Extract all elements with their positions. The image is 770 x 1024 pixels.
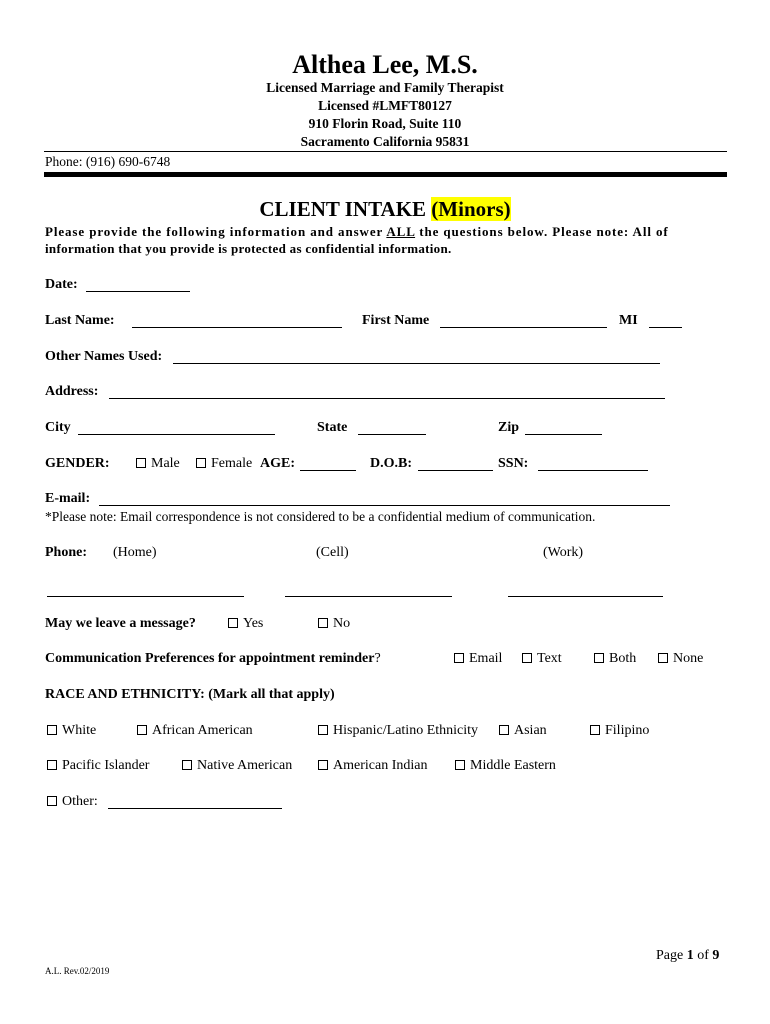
race-white-option[interactable] — [47, 723, 96, 739]
header-license: Licensed #LMFT80127 — [318, 98, 452, 113]
first-name-field[interactable] — [440, 327, 607, 328]
intro-text-b: the questions below. Please note: All of — [415, 224, 669, 239]
comm-text-checkbox[interactable] — [522, 653, 532, 663]
intro-line-2: information that you provide is protected as confidential information. — [45, 241, 452, 256]
no-checkbox[interactable] — [318, 618, 328, 628]
male-label: Male — [151, 456, 180, 471]
comm-both-checkbox[interactable] — [594, 653, 604, 663]
yes-label: Yes — [243, 616, 264, 631]
race-white-label: White — [62, 723, 97, 738]
race-pacific-label: Pacific Islander — [62, 758, 150, 773]
dob-label: D.O.B: — [370, 456, 412, 471]
intro-text-a: Please provide the following information and answer — [45, 224, 387, 239]
race-native-checkbox[interactable] — [182, 760, 192, 770]
race-hispanic-option[interactable] — [318, 723, 478, 739]
email-label: E-mail: — [45, 491, 91, 506]
ssn-label: SSN: — [498, 456, 529, 471]
race-filipino-label: Filipino — [605, 723, 650, 738]
state-label: State — [317, 420, 348, 435]
gender-label: GENDER: — [45, 456, 110, 471]
race-filipino-option[interactable] — [590, 723, 649, 739]
comm-email-label: Email — [469, 651, 503, 666]
mi-field[interactable] — [649, 327, 682, 328]
race-other-option[interactable] — [47, 794, 98, 810]
gender-male-option[interactable] — [136, 456, 180, 472]
comm-both-option[interactable] — [594, 651, 636, 667]
revision-note: A.L. Rev.02/2019 — [45, 966, 110, 976]
race-american-indian-label: American Indian — [333, 758, 428, 773]
last-name-field[interactable] — [132, 327, 342, 328]
no-label: No — [333, 616, 351, 631]
zip-field[interactable] — [525, 434, 602, 435]
header-phone: Phone: (916) 690-6748 — [45, 154, 171, 169]
race-middle-eastern-option[interactable] — [455, 758, 556, 774]
ssn-field[interactable] — [538, 470, 648, 471]
message-label: May we leave a message? — [45, 616, 196, 631]
phone-work-field[interactable] — [508, 596, 663, 597]
comm-pref-label — [45, 651, 381, 667]
race-middle-eastern-checkbox[interactable] — [455, 760, 465, 770]
address-field[interactable] — [109, 398, 665, 399]
gender-female-option[interactable] — [196, 456, 252, 472]
phone-cell-label: (Cell) — [316, 545, 349, 560]
dob-field[interactable] — [418, 470, 493, 471]
comm-both-label: Both — [609, 651, 637, 666]
other-names-field[interactable] — [173, 363, 660, 364]
race-other-label: Other: — [62, 794, 98, 809]
female-checkbox[interactable] — [196, 458, 206, 468]
comm-pref-qmark: ? — [374, 651, 381, 666]
form-title-main: CLIENT INTAKE — [259, 197, 432, 221]
address-label: Address: — [45, 384, 99, 399]
comm-email-checkbox[interactable] — [454, 653, 464, 663]
phone-home-label: (Home) — [113, 545, 157, 560]
page-number — [656, 948, 719, 964]
phone-cell-field[interactable] — [285, 596, 452, 597]
message-no-option[interactable] — [318, 616, 350, 632]
header-thick-rule — [44, 172, 727, 177]
email-field[interactable] — [99, 505, 670, 506]
header-credential: Licensed Marriage and Family Therapist — [266, 80, 504, 95]
therapist-name: Althea Lee, M.S. — [292, 50, 478, 79]
male-checkbox[interactable] — [136, 458, 146, 468]
race-asian-checkbox[interactable] — [499, 725, 509, 735]
intro-all: ALL — [386, 224, 416, 239]
page-total: 9 — [712, 948, 720, 963]
comm-email-option[interactable] — [454, 651, 502, 667]
comm-none-label: None — [673, 651, 704, 666]
race-hispanic-checkbox[interactable] — [318, 725, 328, 735]
form-title — [0, 197, 770, 222]
header-street: 910 Florin Road, Suite 110 — [308, 116, 462, 131]
city-field[interactable] — [78, 434, 275, 435]
race-hispanic-label: Hispanic/Latino Ethnicity — [333, 723, 479, 738]
mi-label: MI — [619, 313, 638, 328]
race-american-indian-checkbox[interactable] — [318, 760, 328, 770]
message-yes-option[interactable] — [228, 616, 263, 632]
first-name-label: First Name — [362, 313, 430, 328]
comm-none-option[interactable] — [658, 651, 703, 667]
page-of: of — [693, 948, 713, 963]
race-white-checkbox[interactable] — [47, 725, 57, 735]
phone-label: Phone: — [45, 545, 87, 560]
age-label: AGE: — [260, 456, 295, 471]
race-filipino-checkbox[interactable] — [590, 725, 600, 735]
header-thin-rule — [44, 151, 727, 152]
page-prefix: Page — [656, 948, 687, 963]
race-other-field[interactable] — [108, 808, 282, 809]
race-pacific-option[interactable] — [47, 758, 149, 774]
comm-text-option[interactable] — [522, 651, 562, 667]
race-african-american-option[interactable] — [137, 723, 253, 739]
date-label: Date: — [45, 277, 78, 292]
race-pacific-checkbox[interactable] — [47, 760, 57, 770]
city-label: City — [45, 420, 71, 435]
phone-work-label: (Work) — [543, 545, 584, 560]
race-asian-option[interactable] — [499, 723, 547, 739]
age-field[interactable] — [300, 470, 356, 471]
race-middle-eastern-label: Middle Eastern — [470, 758, 556, 773]
comm-text-label: Text — [537, 651, 562, 666]
race-other-checkbox[interactable] — [47, 796, 57, 806]
last-name-label: Last Name: — [45, 313, 115, 328]
race-native-label: Native American — [197, 758, 293, 773]
zip-label: Zip — [498, 420, 520, 435]
race-american-indian-option[interactable] — [318, 758, 427, 774]
race-heading: RACE AND ETHNICITY: (Mark all that apply) — [45, 687, 335, 702]
comm-none-checkbox[interactable] — [658, 653, 668, 663]
comm-pref-text: Communication Preferences for appointment reminder — [45, 651, 375, 666]
page-current: 1 — [686, 948, 694, 963]
yes-checkbox[interactable] — [228, 618, 238, 628]
date-field[interactable] — [86, 291, 190, 292]
state-field[interactable] — [358, 434, 426, 435]
intro-line-1 — [45, 224, 727, 240]
email-note: *Please note: Email correspondence is not considered to be a confidential medium of communication. — [45, 509, 596, 524]
header-city: Sacramento California 95831 — [300, 134, 470, 149]
race-asian-label: Asian — [514, 723, 547, 738]
race-native-option[interactable] — [182, 758, 292, 774]
form-title-highlight: (Minors) — [431, 197, 511, 221]
race-african-american-label: African American — [152, 723, 253, 738]
female-label: Female — [211, 456, 253, 471]
phone-home-field[interactable] — [47, 596, 244, 597]
other-names-label: Other Names Used: — [45, 349, 163, 364]
race-african-american-checkbox[interactable] — [137, 725, 147, 735]
